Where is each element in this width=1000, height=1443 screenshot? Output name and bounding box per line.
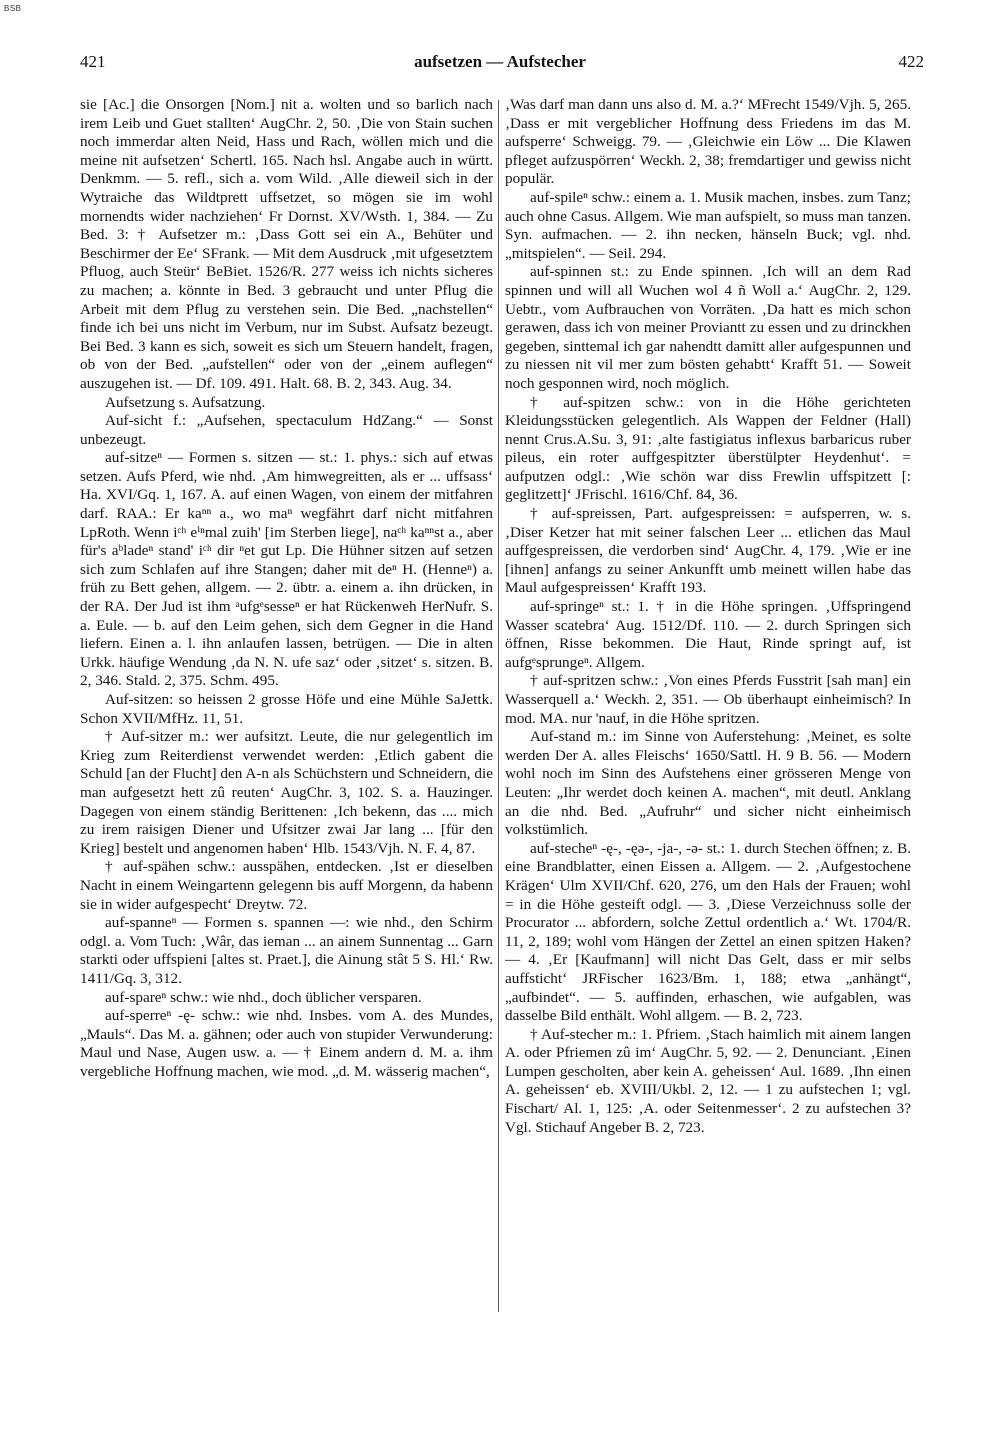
entry-paragraph: auf-stecheⁿ -ę-, -ęə-, -ja-, -ə- st.: 1. durch Stechen öffnen; z. B. eine Brandblatter, einen Eissen a. Allgem. — 2. ‚Aufgestochene Krägen‘ Ulm XVII/Chf. 620, 276, um den Hals der Frauen; wohl = in die Höhe gesteift odgl. — 3. ‚Diese Verzeichnuss solle der Procurator ... abfordern, solche Zettul ordentlich a.‘ Wt. 1704/R. 11, 2, 189; wohl vom Hängen der Zettel an einen spitzen Haken? — 4. ‚Er [Kaufmann] will nicht Das Gelt, dass er mir selbs auffsticht‘ JRFischer 1623/Bm. 1, 188; etwa „anhängt“, „aufbindet“. — 5. auffinden, erhaschen, wie aufgablen, was dasselbe Bild enthält. Wohl allgem. — B. 2, 723. [505, 839, 911, 1025]
right-column [505, 96, 911, 1416]
entry-paragraph: auf-spinnen st.: zu Ende spinnen. ‚Ich will an dem Rad spinnen und will all Wuchen wol 4 ñ Woll a.‘ AugChr. 2, 129. Uebtr., vom Aufbrauchen von Vorräten. ‚Da hatt es mich schon gerawen, dass ich von meiner Proviantt zu essen und zu drinckhen gegeben, sinttemal ich gar nahendtt damitt aller aufgespunnen und zu niessen nit vil mer zum bösten gehabtt‘ Krafft 51. — Soweit noch gesponnen wird, noch möglich. [505, 263, 911, 392]
page-number-left: 421 [80, 52, 106, 71]
entry-paragraph: † auf-spähen schw.: ausspähen, entdecken. ‚Ist er dieselben Nacht in einem Weingartenn gelegenn bis auff Morgenn, da habenn sie in wider aufgespecht‘ Dreytw. 72. [80, 858, 493, 913]
entry-paragraph: ‚Was darf man dann uns also d. M. a.?‘ MFrecht 1549/Vjh. 5, 265. ‚Dass er mit vergeblicher Hoffnung dess Friedens im das M. aufsperre‘ Schweigg. 79. — ‚Gleichwie ein Löw ... Die Klawen pfleget aufzuspörren‘ Weckh. 2, 38; fremdartiger und gewiss nicht populär. [505, 96, 911, 188]
page-number-right: 422 [898, 52, 924, 71]
entry-paragraph: † Auf-sitzer m.: wer aufsitzt. Leute, die nur gelegentlich im Krieg zum Reiterdienst verwendet werden: ‚Etlich gabent die Schuld [an der Flucht] den A-n als Schüchstern und Schneidern, die man aufgesetzt hett zû reuten‘ AugChr. 3, 102. S. a. Hauzinger. Dagegen von einem ständig Berittenen: ‚Ich bekenn, das .... mich zu irem raisigen Diener und Ufsitzer zwai Jar lang ... [für den Krieg] bestelt und angenomen haben‘ Hlb. 1543/Vjh. N. F. 4, 87. [80, 728, 493, 857]
entry-paragraph: Auf-sicht f.: „Aufsehen, spectaculum HdZang.“ — Sonst unbezeugt. [80, 412, 493, 448]
entry-paragraph: auf-springeⁿ st.: 1. † in die Höhe springen. ‚Uffspringend Wasser scatebra‘ Aug. 1512/Df. 110. — 2. durch Springen sich öffnen, Risse bekommen. Die Haut, Rinde springt auf, ist aufgᵉsprungeⁿ. Allgem. [505, 598, 911, 671]
entry-paragraph: † auf-spitzen schw.: von in die Höhe gerichteten Kleidungsstücken gelegentlich. Als Wappen der Feldner (Hall) nennt Crus.A.Su. 3, 91: ‚alte fastigiatus inflexus barbaricus ruber pileus, ein roter auffgespitzter überstülpter Heydenhut‘. = aufputzen odgl.: ‚Wie schön war diss Frewlin uffspitzett [: geglitzett]‘ JFrischl. 1616/Chf. 84, 36. [505, 393, 911, 504]
left-column [80, 96, 493, 1416]
entry-paragraph: Aufsetzung s. Aufsatzung. [105, 393, 266, 411]
entry-paragraph: auf-sperreⁿ -ę- schw.: wie nhd. Insbes. vom A. des Mundes, „Mauls“. Das M. a. gähnen; oder auch von stupider Verwunderung: Maul und Nase, Augen usw. a. — † Einem andern d. M. a. ihm vergebliche Hoffnung machen, wie mod. „d. M. wässerig machen“, [80, 1007, 493, 1080]
entry-paragraph: auf-spileⁿ schw.: einem a. 1. Musik machen, insbes. zum Tanz; auch ohne Casus. Allgem. Wie man aufspielt, so muss man tanzen. Syn. aufmachen. — 2. ihn necken, hänseln Buck; vgl. nhd. „mitspielen“. — Seil. 294. [505, 188, 911, 262]
entry-paragraph: † Auf-stecher m.: 1. Pfriem. ‚Stach haimlich mit ainem langen A. oder Pfriemen zû im‘ AugChr. 5, 92. — 2. Denunciant. ‚Einen Lumpen gescholten, aber kein A. geheissen‘ Aul. 1689. ‚Ihn einen A. geheissen‘ eb. XVIII/Ukbl. 2, 12. — 1 zu aufstechen 1; vgl. Fischart/ Al. 1, 125: ‚A. oder Seitenmesser‘. 2 zu aufstechen 3? Vgl. Stichauf Angeber B. 2, 723. [505, 1025, 911, 1136]
entry-paragraph: † auf-spritzen schw.: ‚Von eines Pferds Fusstrit [sah man] ein Wasserquell a.‘ Weckh. 2, 351. — Ob überhaupt einheimisch? In mod. MA. nur 'nauf, in die Höhe spritzen. [505, 672, 911, 727]
entry-paragraph: † auf-spreissen, Part. aufgespreissen: = aufsperren, w. s. ‚Diser Ketzer hat mit seiner falschen Leer ... etlichen das Maul auffgespreissen, die verdorben sind‘ AugChr. 4, 179. ‚Wie er ine [ihnen] anfangs zu seiner Ankunfft umb meinett willen habe das Maul aufgespreissen‘ Krafft 193. [505, 505, 911, 597]
entry-paragraph: sie [Ac.] die Onsorgen [Nom.] nit a. wolten und so barlich nach irem Leib und Guet stallten‘ AugChr. 2, 50. ‚Die von Stain suchen noch immerdar alten Neid, Hass und Rach, wöllen mich und die meine nit aufsetzen‘ Schertl. 165. Nach hsl. Angabe auch in württ. Denkmm. — 5. refl., sich a. vom Wild. ‚Alle dieweil sich in der Wytraiche das Wildtprett uffsetzet, so mögen sie im wohl mornendts wider nachziehen‘ Fr Dornst. XV/Wsth. 1, 384. — Zu Bed. 3: † Aufsetzer m.: ‚Dass Gott sei ein A., Behüter und Beschirmer der Ee‘ SFrank. — Mit dem Ausdruck ‚mit ufgesetztem Pfluog, auch Steür‘ BeBiet. 1526/R. 277 weiss ich nichts sicheres zu machen; a. könnte in Bed. 3 gebraucht und unter Pflug die Arbeit mit dem Pflug zu verstehen sein. Die Bed. „nachstellen“ finde ich bei uns nicht im Verbum, nur im Subst. Aufsatz bezeugt. Bei Bed. 3 kann es sich, soweit es sich um Steuern handelt, fragen, ob von der Bed. „aufstellen“ oder von der „einem auflegen“ auszugehen ist. — Df. 109. 491. Halt. 68. B. 2, 343. Aug. 34. [80, 96, 493, 392]
running-title: aufsetzen — Aufstecher [414, 52, 586, 71]
library-logo: BSB [4, 4, 22, 13]
entry-paragraph: auf-spanneⁿ — Formen s. spannen —: wie nhd., den Schirm odgl. a. Vom Tuch: ‚Wâr, das ieman ... an ainem Sunnentag ... Garn starkti oder uffspieni [altes st. Praet.], die Ainung stât 5 S. Hl.‘ Rw. 1411/Gq. 3, 312. [80, 914, 493, 987]
entry-paragraph: auf-spareⁿ schw.: wie nhd., doch üblicher versparen. [105, 988, 422, 1006]
entry-paragraph: Auf-stand m.: im Sinne von Auferstehung: ‚Meinet, es solte werden Der A. alles Fleischs‘ 1650/Sattl. H. 9 B. 56. — Modern wohl noch im Sinn des Aufstehens einer grösseren Menge von Leuten: „Ihr werdet doch keinen A. machen“, mit deutl. Anklang an die nhd. Bed. „Aufruhr“ und sicher nicht einheimisch volkstümlich. [505, 728, 911, 839]
entry-paragraph: auf-sitzeⁿ — Formen s. sitzen — st.: 1. phys.: sich auf etwas setzen. Aufs Pferd, wie nhd. ‚Am himwegreitten, als er ... uffsass‘ Ha. XVI/Gq. 1, 167. A. auf einen Wagen, von einem der mitfahren darf. RAA.: Er kaⁿⁿ a., wo maⁿ wegfährt darf nicht mitfahren LpRoth. Wenn iᶜʰ eⁱⁿmal zuih' [im Sterben liege], naᶜʰ kaⁿⁿst a., aber für's aᵇladeⁿ stand' iᶜʰ dir ⁿet gut Lp. Die Hühner sitzen auf setzen sich zum Schlafen auf ihre Stangen; daher mit deⁿ H. (Henneⁿ) a. früh zu Bett gehen, allgem. — 2. übtr. a. einem a. ihn drücken, in der RA. Der Jud ist ihm ᵃufgᵉsesseⁿ er hat Rückenweh HerNufr. S. a. Eule. — b. auf den Leim gehen, sich dem Gegner in die Hand liefern. Einen a. l. ihn anlaufen lassen, betrügen. — Die in alten Urkk. häufige Wendung ‚da N. N. ufe saz‘ oder ‚sitzet‘ s. sitzen. B. 2, 346. Stald. 2, 375. Schm. 495. [80, 449, 493, 690]
entry-paragraph: Auf-sitzen: so heissen 2 grosse Höfe und eine Mühle SaJettk. Schon XVII/MfHz. 11, 51. [80, 691, 493, 727]
column-divider [498, 100, 499, 1312]
